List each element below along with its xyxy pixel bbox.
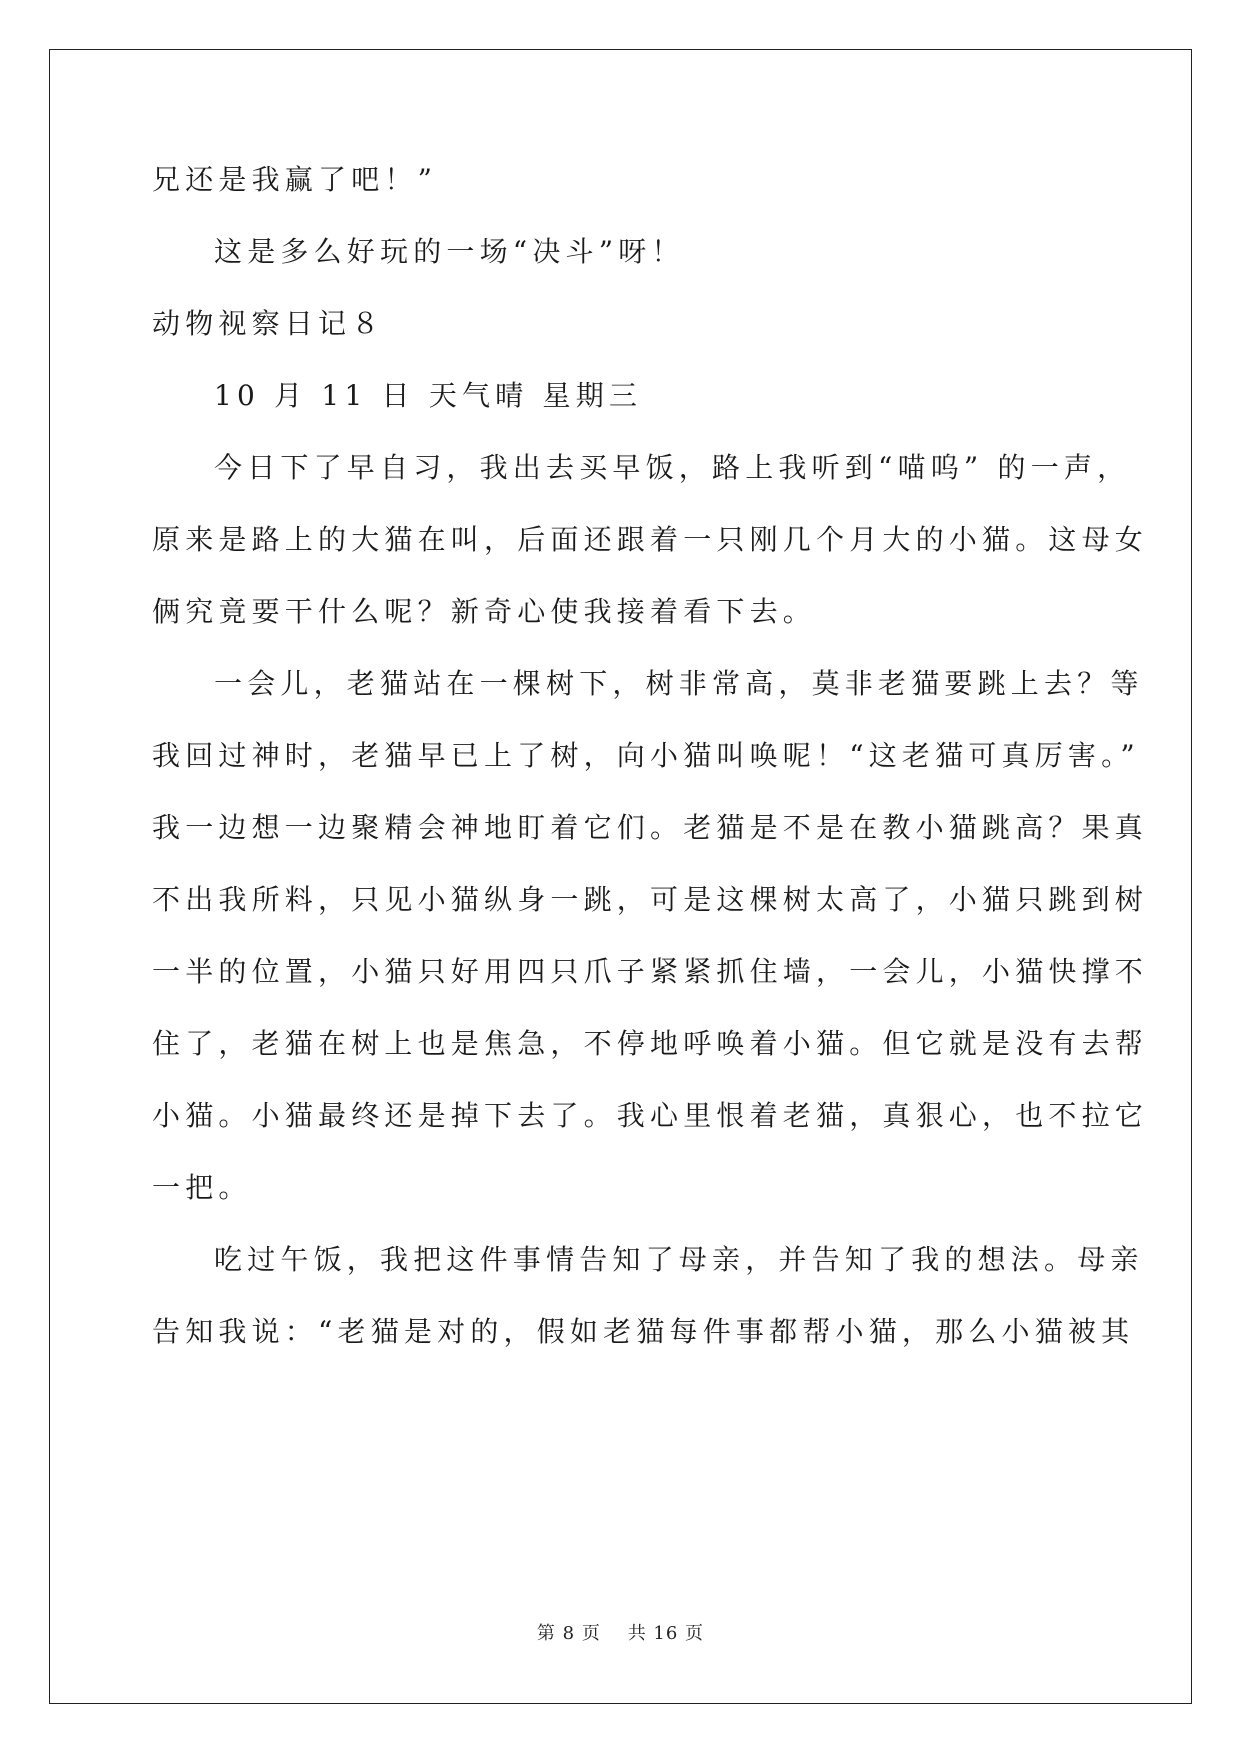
text-line: 告知我说：“老猫是对的，假如老猫每件事都帮小猫，那么小猫被其 [152,1315,1135,1348]
text-line: 我一边想一边聚精会神地盯着它们。老猫是不是在教小猫跳高？果真 [152,811,1149,844]
text-line: 一会儿，老猫站在一棵树下，树非常高，莫非老猫要跳上去？等 [214,667,1144,700]
text-line: 原来是路上的大猫在叫，后面还跟着一只刚几个月大的小猫。这母女 [152,523,1149,556]
page-number: 第 8 页 共 16 页 [536,1623,705,1644]
text-line: 今日下了早自习，我出去买早饭，路上我听到“喵呜” 的一声， [214,451,1131,484]
date-line: 10 月 11 日 天气晴 星期三 [214,379,643,412]
text-line: 一把。 [152,1171,252,1204]
text-line: 一半的位置，小猫只好用四只爪子紧紧抓住墙，一会儿，小猫快撑不 [152,955,1149,988]
text-line: 不出我所料，只见小猫纵身一跳，可是这棵树太高了，小猫只跳到树 [152,883,1149,916]
text-line: 吃过午饭，我把这件事情告知了母亲，并告知了我的想法。母亲 [214,1243,1144,1276]
text-line: 小猫。小猫最终还是掉下去了。我心里恨着老猫，真狠心，也不拉它 [152,1099,1149,1132]
text-line: 俩究竟要干什么呢？新奇心使我接着看下去。 [152,595,817,628]
text-line: 我回过神时，老猫早已上了树，向小猫叫唤呢！“这老猫可真厉害。” [152,739,1140,772]
text-line: 兄还是我赢了吧！” [152,163,438,196]
page-footer [0,1619,1241,1645]
text-line: 住了，老猫在树上也是焦急，不停地呼唤着小猫。但它就是没有去帮 [152,1027,1149,1060]
section-heading: 动物视察日记８ [152,307,385,340]
page-border [49,49,1192,1704]
text-line: 这是多么好玩的一场“决斗”呀！ [214,235,685,268]
